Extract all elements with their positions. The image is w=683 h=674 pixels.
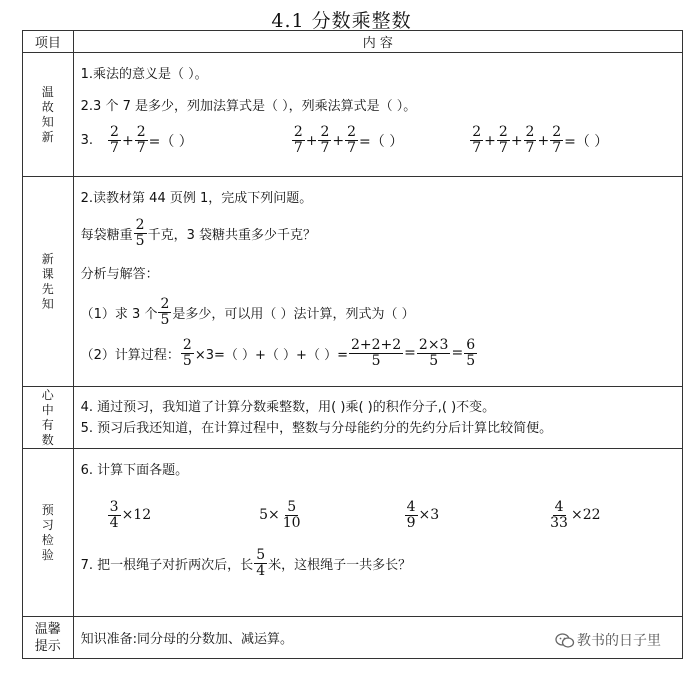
step-1: （1）求 3 个 $\frac{2}{5}$ 是多少，可以用（ ）法计算，列式为（ ）	[80, 295, 415, 328]
check-cell	[73, 449, 682, 617]
label-preview: 新课先知	[23, 177, 74, 387]
fraction: $\frac{2}{5}$	[160, 295, 170, 328]
fraction: $\frac{2}{5}$	[182, 336, 192, 369]
fraction: $\frac{2}{7}$	[293, 124, 303, 156]
step-2: （2）计算过程： $\frac{2}{5}$ ×3=（ ）+（ ）+（ ）= $\frac{2+2+2}{5}$ = $\frac{2\times 3}{5}$ = $\frac{6}{5}$	[80, 336, 476, 369]
q3: 3. $\frac{2}{7}$ + $\frac{2}{7}$ =（ ） $\frac{2}{7}$ + $\frac{2}{7}$ + $\frac{2}{7}$ =（ ） $\frac{2}{7}$ + $\frac{2}{7}$ + $\frac{2}{7}$ + $\frac{2}{7}$ =（ ）	[80, 124, 609, 156]
fraction: $\frac{2}{7}$	[472, 124, 482, 156]
label-tip: 温馨提示	[23, 617, 74, 659]
fraction: $\frac{2}{7}$	[552, 124, 562, 156]
fraction: $\frac{5}{4}$	[256, 546, 266, 579]
label-review: 温故知新	[23, 53, 74, 177]
watermark	[555, 630, 661, 650]
label-check: 预习检验	[23, 449, 74, 617]
fraction: $\frac{2}{7}$	[320, 124, 330, 156]
check-line-7: 7. 把一根绳子对折两次后，长 $\frac{5}{4}$ 米，这根绳子一共多长？	[80, 546, 412, 579]
header-item: 项目	[23, 31, 74, 53]
q2: 2.3 个 7 是多少，列加法算式是（ ），列乘法算式是（ ）。	[80, 99, 417, 114]
q1: 1.乘法的意义是（ ）。	[80, 67, 208, 82]
check-task: 6. 计算下面各题。	[80, 463, 189, 478]
fraction: $\frac{5}{10}$	[282, 498, 301, 531]
mind-cell	[73, 387, 682, 449]
fraction: $\frac{4}{9}$	[406, 498, 416, 531]
header-content: 内 容	[73, 31, 682, 53]
mind-line-5: 5. 预习后我还知道，在计算过程中，整数与分母能约分的先约分后计算比较简便。	[80, 421, 553, 436]
fraction: $\frac{2}{7}$	[136, 124, 146, 156]
preview-cell	[73, 177, 682, 387]
lesson-table	[22, 30, 683, 659]
fraction: $\frac{2+2+2}{5}$	[350, 336, 402, 369]
exercise-row: $\frac{3}{4}$ ×12 5× $\frac{5}{10}$ $\frac{4}{9}$ ×3 $\frac{4}{33}$ ×22	[109, 498, 601, 531]
fraction: $\frac{3}{4}$	[109, 498, 119, 531]
analysis-label: 分析与解答：	[80, 267, 159, 282]
fraction: $\frac{4}{33}$	[550, 498, 568, 531]
fraction: $\frac{6}{5}$	[466, 336, 476, 369]
fraction: $\frac{2}{7}$	[347, 124, 357, 156]
tip-text: 知识准备:同分母的分数加、减运算。	[80, 632, 294, 647]
review-cell	[73, 53, 682, 177]
fraction: $\frac{2\times 3}{5}$	[418, 336, 449, 369]
label-mind: 心中有数	[23, 387, 74, 449]
preview-problem: 每袋糖重 $\frac{2}{5}$ 千克，3 袋糖共重多少千克？	[80, 216, 316, 249]
watermark-text: 教书的日子里	[577, 633, 661, 649]
mind-line-4: 4. 通过预习，我知道了计算分数乘整数，用( )乘( )的积作分子,( )不变。	[80, 400, 496, 415]
preview-task: 2.读教材第 44 页例 1，完成下列问题。	[80, 191, 313, 206]
fraction: $\frac{2}{7}$	[498, 124, 508, 156]
wechat-icon	[555, 633, 573, 647]
fraction: $\frac{2}{5}$	[135, 216, 145, 249]
fraction: $\frac{2}{7}$	[525, 124, 535, 156]
page-title: 4.1 分数乘整数	[271, 10, 412, 32]
fraction: $\frac{2}{7}$	[110, 124, 119, 156]
